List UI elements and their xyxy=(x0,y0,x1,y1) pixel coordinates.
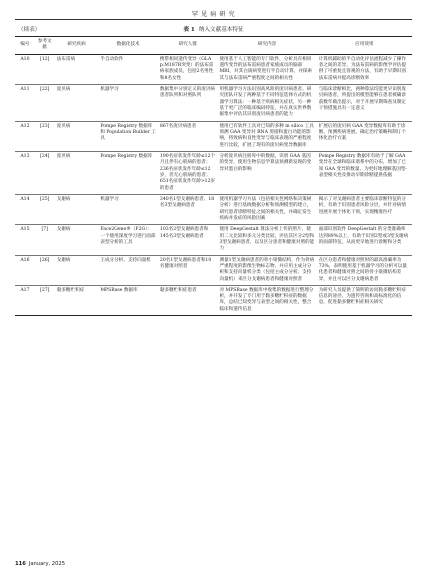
cell-number: A13 xyxy=(15,151,35,194)
cell-population: 340名1型戈谢病患者、18名3型戈谢病患者 xyxy=(158,194,218,224)
table-title: 纳入文献基本特征 xyxy=(198,27,244,33)
cell-reference: [12] xyxy=(35,54,55,84)
cell-content: 对 MPSBase 数据库中收集的数据进行整理分析，并开发了专门用于黏多糖贮积症的数据库，总结已知变异与表型之间的相关性，整合临床和遗传信息 xyxy=(217,285,316,315)
cell-technology: 半自动软件 xyxy=(98,54,158,84)
running-head: 罕 见 病 研 究 xyxy=(191,11,236,18)
table-row xyxy=(15,285,412,315)
cell-population: 携带相同遗传变异（GLA p.M187R突变）的法布雷病家族成员，包括2名男性和8名女性 xyxy=(158,54,218,84)
column-header-disease: 研究疾病 xyxy=(55,37,99,55)
cell-technology: 机器学习 xyxy=(98,84,158,121)
cell-population: 20名1型戈谢病患者和10名健康对照者 xyxy=(158,255,218,285)
cell-number: A10 xyxy=(15,54,35,84)
column-header-number: 编号 xyxy=(15,37,35,55)
table-row xyxy=(15,151,412,194)
column-header-reference: 参考文献 xyxy=(35,37,55,55)
table-row xyxy=(15,54,412,84)
cell-disease: 戈谢病 xyxy=(55,194,99,224)
cell-population: 190名症状发作年龄≤12个月且伴有心肌病的患者；236名症状发作年龄≤12岁，但无心肌病的患者；651名症状发作年龄>12岁的患者 xyxy=(158,151,218,194)
cell-effect: Pompe Registry 数据库有助于了解 GAA 变异在全球和临床谱系中的分布，增加了已知 GAA 变异的数量，为更好地理解基因型-表型相关性及推动早期诊断提供依据 xyxy=(317,151,412,194)
column-header-population: 研究人群 xyxy=(158,37,218,55)
cell-reference: [22] xyxy=(35,84,55,121)
cell-disease: 黏多糖贮积症 xyxy=(55,285,99,315)
cell-number: A16 xyxy=(15,255,35,285)
issue-date: January, 2025 xyxy=(28,561,66,567)
cell-technology: MPSBase 数据库 xyxy=(98,285,158,315)
cell-content: 使用 DeepGestalt 算法分析上传的照片，使用二元比较和多元分类比较，评估其区分2型和3型戈谢病患者，以及区分患者和健康对照的能力 xyxy=(217,225,316,255)
column-header-technology: 数据化技术 xyxy=(98,37,158,55)
cell-population: 黏多糖贮积症患者 xyxy=(158,285,218,315)
cell-effect: 计算机辅助的半自动化评估流程减少了操作者之间的差异，为法布雷病的影像学评估提供了可重复且客观的方法，有助于早期识别法布雷病并提高诊断效率 xyxy=(317,54,412,84)
column-header-content: 研究内容 xyxy=(217,37,316,55)
cell-technology: Face2Gene®（F2G）：一个使用深度学习进行面部表型分析的工具 xyxy=(98,225,158,255)
table-row xyxy=(15,225,412,255)
table-row xyxy=(15,194,412,224)
cell-disease: 庞贝病 xyxy=(55,151,99,194)
cell-disease: 戈谢病 xyxy=(55,225,99,255)
literature-table xyxy=(15,36,412,316)
cell-population: 103名2型戈谢病患者和145名3型戈谢病患者 xyxy=(158,225,218,255)
cell-effect: 为研究人员提供了简明的访问黏多糖贮积症信息的途径，为遗传咨询和高标准化的信息，促进黏多糖贮积症相关研究 xyxy=(317,285,412,315)
cell-reference: [24] xyxy=(35,151,55,194)
header-rule xyxy=(15,19,412,20)
table-caption xyxy=(0,25,427,33)
cell-disease: 法布雷病 xyxy=(55,54,99,84)
cell-reference: [27] xyxy=(35,285,55,315)
cell-disease: 戈谢病 xyxy=(55,255,99,285)
cell-technology: 王成分分析、支持向量机 xyxy=(98,255,158,285)
cell-content: 使用基于人工智能的专门软件，分析具有相同遗传变异的法布雷病患者家族成员的脑部MRI，对其白质病变进行半自动计算，并探索其与法布雷病严重程度之间的相关性 xyxy=(217,54,316,84)
cell-number: A12 xyxy=(15,121,35,151)
table-row xyxy=(15,121,412,151)
cell-reference: [7] xyxy=(35,225,55,255)
cell-effect: 在区分患者和健康对照时的最高准确率为73%，表明使用基于机器学习的分析可以量化患者和健康对照之间的骨小梁微结构差异，并且可以区分戈谢病患者 xyxy=(317,255,412,285)
cell-reference: [25] xyxy=(35,194,55,224)
cell-number: A15 xyxy=(15,225,35,255)
cell-content: 测量1型戈谢病患者的骨小梁微结构，作为骨病严重程度的影像生物标志物，并应用主成分分析和支持向量机分类（包括主成分分析、支持向量机）来区分戈谢病患者和健康对照者 xyxy=(217,255,316,285)
cell-content: 分析庞贝病注册库中的数据，识别 GAA 基因的变异，使用生物信息学算法预测新发现的变异对蛋白的影响 xyxy=(217,151,316,194)
cell-number: A17 xyxy=(15,285,35,315)
table-row xyxy=(15,255,412,285)
column-header-effect: 应用效果 xyxy=(317,37,412,55)
table-body xyxy=(15,54,412,315)
cell-effect: 与临床诊断相比，两种算法均能更早识别庞贝病患者，所提出的模型能够在患者被确诊前数年做出提示，对于开展早期筛查及制定干预措施具有一定意义 xyxy=(317,84,412,121)
cell-content: 用机器学习方法识别高风险的庞贝病患者。研究团队开发了两种基于不同特征选择方式的机器学习算法：一种基于疾病相关症状，另一种基于更广泛的临床编码特征，并在真实世界数据集中评估其识别庞贝病患者的能力 xyxy=(217,84,316,121)
cell-number: A11 xyxy=(15,84,35,121)
cell-disease: 庞贝病 xyxy=(55,121,99,151)
table-row xyxy=(15,84,412,121)
table-number: 表 1 xyxy=(183,27,195,33)
cell-population: 数据集中分别定义的庞贝病患者队列和对照队列 xyxy=(158,84,218,121)
cell-reference: [23] xyxy=(35,121,55,151)
cell-number: A14 xyxy=(15,194,35,224)
cell-effect: 扩展后的庞贝病 GAA 变异数据库有助于诊断、预测疾病进展、确定治疗策略和制订个体化治疗方案 xyxy=(317,121,412,151)
page-footer xyxy=(15,561,65,567)
cell-content: 使用已有软件工具对已知的多种 in silico 工具预测 GAA 变异对 RNA 剪接和蛋白功能的影响，将致病和良性变异与临床表现的严重程度进行比较，扩展了现有的庞贝病变异数据库 xyxy=(217,121,316,151)
cell-content: 使用机器学习方法（包括相关性网络和决策树分析）进行基线数据分析和预测模型的建立，研究患者诊断特征之间的相关性，并确定发生疾病并发症的风险因素 xyxy=(217,194,316,224)
cell-reference: [26] xyxy=(35,255,55,285)
table-header-row xyxy=(15,37,412,55)
cell-disease: 庞贝病 xyxy=(55,84,99,121)
cell-technology: Pompe Registry 数据库和 Population Builder 工具 xyxy=(98,121,158,151)
table-continued-label: （续表） xyxy=(18,27,41,33)
cell-effect: 揭示了对戈谢病患者主要临床诊断特征的分析，有助于识别患者风险分层，并针对病情进展开展个体化干预，实现精准医疗 xyxy=(317,194,412,224)
cell-technology: 机器学习 xyxy=(98,194,158,224)
cell-technology: Pompe Registry 数据库 xyxy=(98,151,158,194)
page-number: 116 xyxy=(15,561,26,567)
cell-effect: 面部识别软件 DeepGestalt 的分类准确率达到89%以上，有助于识别2型或3型戈谢病的面部特征，从而更早地进行诊断和分类 xyxy=(317,225,412,255)
cell-population: 867名庞贝病患者 xyxy=(158,121,218,151)
